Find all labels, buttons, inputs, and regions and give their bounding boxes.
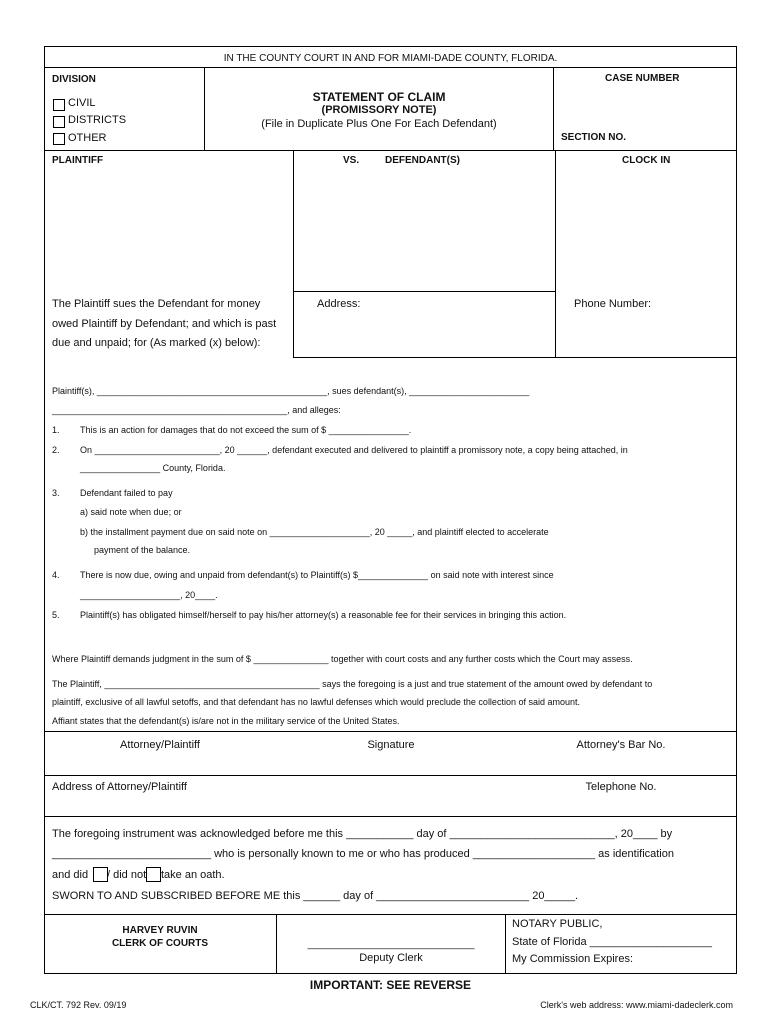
military-line: Affiant states that the defendant(s) is/are not in the military service of the United States. bbox=[52, 716, 400, 726]
frame-left bbox=[44, 46, 45, 913]
districts-label: DISTRICTS bbox=[68, 114, 127, 126]
important-notice: IMPORTANT: SEE REVERSE bbox=[309, 978, 472, 992]
item-1-text: This is an action for damages that do not exceed the sum of $ ________________. bbox=[80, 425, 412, 435]
item-2-text: On _________________________, 20 ______, defendant executed and delivered to plaintiff a promissory note, a copy being attached, in bbox=[80, 445, 628, 455]
clock-left-border bbox=[555, 150, 556, 357]
frame-top bbox=[44, 46, 737, 47]
header-bottom bbox=[44, 150, 737, 151]
other-checkbox[interactable] bbox=[53, 133, 65, 145]
signature-label: Signature bbox=[367, 739, 415, 751]
did-label: and did bbox=[52, 869, 89, 881]
item-4-text: There is now due, owing and unpaid from defendant(s) to Plaintiff(s) $______________ on said note with interest since bbox=[80, 570, 554, 580]
setoffs-line: plaintiff, exclusive of all lawful setoffs, and that defendant has no lawful defenses which would preclude the collection of said amount. bbox=[52, 697, 580, 707]
alleges-line: _______________________________________________, and alleges: bbox=[52, 405, 341, 415]
notary-public-label: NOTARY PUBLIC, bbox=[512, 918, 603, 930]
take-oath-label: take an oath. bbox=[161, 869, 225, 881]
civil-checkbox[interactable] bbox=[53, 99, 65, 111]
clerk-web-address: Clerk's web address: www.miami-dadeclerk.com bbox=[540, 1000, 733, 1010]
attorney-address-label: Address of Attorney/Plaintiff bbox=[52, 781, 187, 793]
sues-text-3: due and unpaid; for (As marked (x) below): bbox=[52, 337, 261, 349]
clerk-title: CLERK OF COURTS bbox=[111, 938, 209, 949]
telephone-label: Telephone No. bbox=[585, 781, 657, 793]
notary-text-bottom bbox=[44, 914, 737, 915]
bar-no-label: Attorney's Bar No. bbox=[576, 739, 666, 751]
defendants-label: DEFENDANT(S) bbox=[385, 155, 460, 166]
acknowledged-line: The foregoing instrument was acknowledged before me this ___________ day of ___________________________, 20____ by bbox=[52, 828, 673, 840]
civil-label: CIVIL bbox=[68, 97, 96, 109]
did-not-checkbox[interactable] bbox=[146, 867, 161, 882]
section-no-label: SECTION NO. bbox=[561, 132, 627, 143]
item-5-text: Plaintiff(s) has obligated himself/herself to pay his/her attorney(s) a reasonable fee for their services in bringing this action. bbox=[80, 610, 567, 620]
identification-line: __________________________ who is personally known to me or who has produced ____________________ as identification bbox=[52, 848, 674, 860]
plaintiffs-sues-line: Plaintiff(s), ______________________________________________, sues defendant(s), ________________________ bbox=[52, 386, 530, 396]
districts-checkbox[interactable] bbox=[53, 116, 65, 128]
plaintiff-says-line: The Plaintiff, ___________________________________________ says the foregoing is a just and true statement of the amount owed by defendant to bbox=[52, 679, 653, 689]
sues-text-2: owed Plaintiff by Defendant; and which is past bbox=[52, 318, 277, 330]
frame-right-lower bbox=[736, 913, 737, 974]
item-4-date: ____________________, 20____. bbox=[80, 590, 218, 600]
parties-bottom bbox=[293, 357, 737, 358]
item-3-number: 3. bbox=[52, 488, 60, 498]
judgment-line: Where Plaintiff demands judgment in the sum of $ _______________ together with court costs and any further costs which the Court may assess. bbox=[52, 654, 633, 664]
sworn-line: SWORN TO AND SUBSCRIBED BEFORE ME this ______ day of _________________________ 20_____. bbox=[52, 890, 579, 902]
clerk-name: HARVEY RUVIN bbox=[122, 925, 198, 936]
item-3a-text: a) said note when due; or bbox=[80, 507, 182, 517]
address-row-bottom bbox=[44, 816, 737, 817]
did-not-label: / did not bbox=[107, 869, 147, 881]
deputy-clerk-label: Deputy Clerk bbox=[359, 952, 423, 964]
case-number-label: CASE NUMBER bbox=[605, 73, 680, 84]
plaintiff-label: PLAINTIFF bbox=[52, 155, 104, 166]
address-top bbox=[293, 291, 556, 292]
item-5-number: 5. bbox=[52, 610, 60, 620]
header-divider bbox=[44, 67, 737, 68]
other-label: OTHER bbox=[68, 132, 107, 144]
item-2-number: 2. bbox=[52, 445, 60, 455]
division-label: DIVISION bbox=[52, 74, 96, 85]
form-title: STATEMENT OF CLAIM bbox=[312, 90, 446, 104]
item-2-county: ________________ County, Florida. bbox=[80, 463, 226, 473]
phone-label: Phone Number: bbox=[574, 298, 652, 310]
item-3b-cont: payment of the balance. bbox=[94, 545, 191, 555]
commission-expires-label: My Commission Expires: bbox=[512, 953, 634, 965]
item-3-text: Defendant failed to pay bbox=[80, 488, 173, 498]
address-label: Address: bbox=[317, 298, 361, 310]
state-of-florida-line: State of Florida ____________________ bbox=[512, 936, 713, 948]
sues-text-1: The Plaintiff sues the Defendant for money bbox=[52, 298, 261, 310]
form-number: CLK/CT. 792 Rev. 09/19 bbox=[30, 1000, 127, 1010]
form-subtitle: (PROMISSORY NOTE) bbox=[321, 104, 437, 116]
body-bottom bbox=[44, 731, 737, 732]
did-checkbox[interactable] bbox=[93, 867, 108, 882]
item-4-number: 4. bbox=[52, 570, 60, 580]
item-3b-text: b) the installment payment due on said note on ____________________, 20 _____, and plaintiff elected to accelerate bbox=[80, 527, 549, 537]
deputy-signature-line: ______________________________ bbox=[307, 939, 475, 950]
sig-row-bottom bbox=[44, 775, 737, 776]
form-instruction: (File in Duplicate Plus One For Each Defendant) bbox=[261, 118, 497, 130]
attorney-plaintiff-label: Attorney/Plaintiff bbox=[120, 739, 200, 751]
vs-label: VS. bbox=[343, 155, 360, 166]
frame-bottom bbox=[44, 973, 737, 974]
clock-in-label: CLOCK IN bbox=[622, 155, 671, 166]
plaintiff-right-border bbox=[293, 150, 294, 357]
case-left-border bbox=[553, 67, 554, 151]
item-1-number: 1. bbox=[52, 425, 60, 435]
court-heading: IN THE COUNTY COURT IN AND FOR MIAMI-DADE COUNTY, FLORIDA. bbox=[223, 53, 558, 64]
